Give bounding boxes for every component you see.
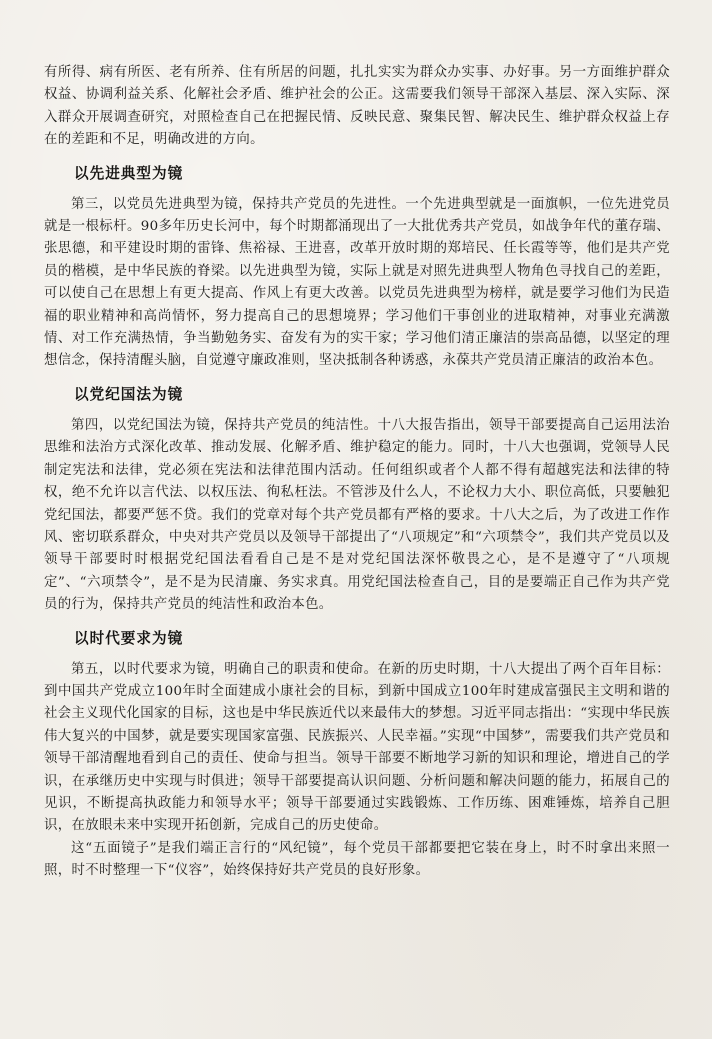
- section-paragraph-era-requirements: 第五，以时代要求为镜，明确自己的职责和使命。在新的历史时期，十八大提出了两个百年目标：到中国共产党成立100年时全面建成小康社会的目标，到新中国成立100年时建成富强民主文明和谐的社会主义现代化国家的目标，这也是中华民族近代以来最伟大的梦想。习近平同志指出：“实现中华民族伟大复兴的中国梦，就是要实现国家富强、民族振兴、人民幸福。”实现“中国梦”，需要我们共产党员和领导干部清醒地看到自己的责任、使命与担当。领导干部要不断地学习新的知识和理论，增进自己的学识，在承继历史中实现与时俱进；领导干部要提高认识问题、分析问题和解决问题的能力，拓展自己的见识，不断提高执政能力和领导水平；领导干部要通过实践锻炼、工作历练、困难锤炼，培养自己胆识，在放眼未来中实现开拓创新，完成自己的历史使命。: [44, 661, 670, 834]
- section-paragraph-advanced-models: 第三，以党员先进典型为镜，保持共产党员的先进性。一个先进典型就是一面旗帜，一位先进党员就是一根标杆。90多年历史长河中，每个时期都涌现出了一大批优秀共产党员，如战争年代的董存瑞、张思德，和平建设时期的雷锋、焦裕禄、王进喜，改革开放时期的郑培民、任长霞等等，他们是共产党员的楷模，是中华民族的脊梁。以先进典型为镜，实际上就是对照先进典型人物角色寻找自己的差距，可以使自己在思想上有更大提高、作风上有更大改善。以党员先进典型为榜样，就是要学习他们为民造福的职业精神和高尚情怀，努力提高自己的思想境界；学习他们干事创业的进取精神，对事业充满激情、对工作充满热情，争当勤勉务实、奋发有为的实干家；学习他们清正廉洁的崇高品德，以坚定的理想信念，保持清醒头脑，自觉遵守廉政准则，坚决抵制各种诱惑，永葆共产党员清正廉洁的政治本色。: [44, 196, 670, 369]
- section-paragraph-party-discipline-law: 第四，以党纪国法为镜，保持共产党员的纯洁性。十八大报告指出，领导干部要提高自己运用法治思维和法治方式深化改革、推动发展、化解矛盾、维护稳定的能力。同时，十八大也强调，党领导人民制定宪法和法律，党必须在宪法和法律范围内活动。任何组织或者个人都不得有超越宪法和法律的特权，绝不允许以言代法、以权压法、徇私枉法。不管涉及什么人，不论权力大小、职位高低，只要触犯党纪国法，都要严惩不贷。我们的党章对每个共产党员都有严格的要求。十八大之后，为了改进工作作风、密切联系群众，中央对共产党员以及领导干部提出了“八项规定”和“六项禁令”，我们共产党员以及领导干部要时时根据党纪国法看看自己是不是对党纪国法深怀敬畏之心，是不是遵守了“八项规定”、“六项禁令”，是不是为民清廉、务实求真。用党纪国法检查自己，目的是要端正自己作为共产党员的行为，保持共产党员的纯洁性和政治本色。: [44, 417, 670, 613]
- section-heading-party-discipline-law: 以党纪国法为镜: [74, 385, 184, 403]
- intro-paragraph: 有所得、病有所医、老有所养、住有所居的问题，扎扎实实为群众办实事、办好事。另一方面维护群众权益、协调利益关系、化解社会矛盾、维护社会的公正。这需要我们领导干部深入基层、深入实际、深入群众开展调查研究，对照检查自己在把握民情、反映民意、聚集民智、解决民生、维护群众权益上存在的差距和不足，明确改进的方向。: [44, 65, 670, 148]
- closing-paragraph: 这“五面镜子”是我们端正言行的“风纪镜”，每个党员干部都要把它装在身上，时不时拿出来照一照，时不时整理一下“仪容”，始终保持好共产党员的良好形象。: [44, 840, 670, 879]
- document-body: [44, 62, 670, 883]
- section-heading-advanced-models: 以先进典型为镜: [74, 164, 184, 182]
- section-heading-era-requirements: 以时代要求为镜: [74, 629, 184, 647]
